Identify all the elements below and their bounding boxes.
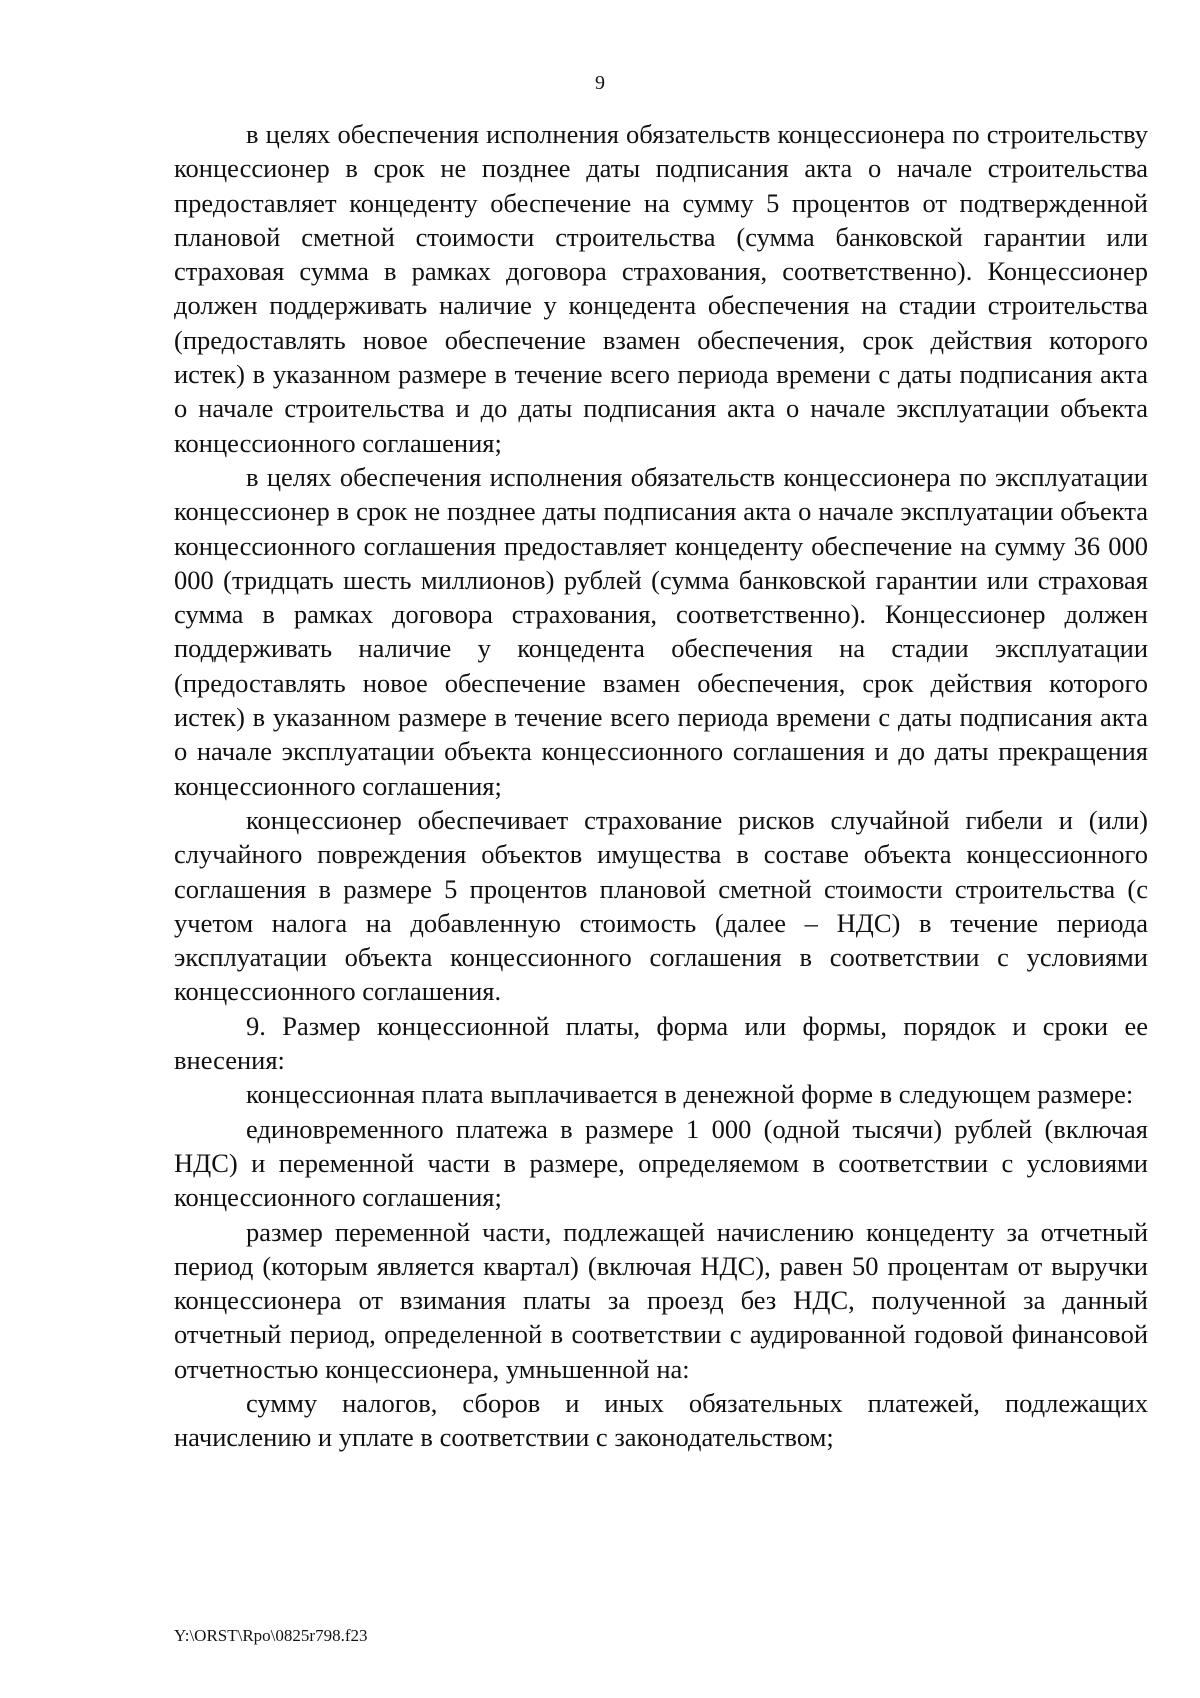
paragraph-taxes: сумму налогов, сборов и иных обязательных платежей, подлежащих начислению и уплате в соответствии с законодательством; [174, 1387, 1148, 1453]
paragraph-section-9-heading: 9. Размер концессионной платы, форма или формы, порядок и сроки ее внесения: [174, 1010, 1148, 1076]
file-path-footer: Y:\ORST\Rpo\0825r798.f23 [174, 1626, 368, 1645]
paragraph-construction-security: в целях обеспечения исполнения обязательств концессионера по строительству концессионер в срок не позднее даты подписания акта о начале строительства предоставляет концеденту обеспечение на сумму 5 процентов от подтвержденной плановой сметной стоимости строительства (сумма банковской гарантии или страховая сумма в рамках договора страхования, соответственно). Концессионер должен поддерживать наличие у концедента обеспечения на стадии строительства (предоставлять новое обеспечение взамен обеспечения, срок действия которого истек) в указанном размере в течение всего периода времени с даты подписания акта о начале строительства и до даты подписания акта о начале эксплуатации объекта концессионного соглашения; [174, 119, 1148, 458]
paragraph-payment-form: концессионная плата выплачивается в денежной форме в следующем размере: [246, 1079, 1134, 1110]
paragraph-variable-part: размер переменной части, подлежащей начислению концеденту за отчетный период (которым является квартал) (включая НДС), равен 50 процентам от выручки концессионера от взимания платы за проезд без НДС, полученной за данный отчетный период, определенной в соответствии с аудированной годовой финансовой отчетностью концессионера, умньшенной на: [174, 1216, 1148, 1384]
page-number: 9 [595, 72, 605, 94]
paragraph-operation-security: в целях обеспечения исполнения обязательств концессионера по эксплуатации концессионер в срок не позднее даты подписания акта о начале эксплуатации объекта концессионного соглашения предоставляет концеденту обеспечение на сумму 36 000 000 (тридцать шесть миллионов) рублей (сумма банковской гарантии или страховая сумма в рамках договора страхования, соответственно). Концессионер должен поддерживать наличие у концедента обеспечения на стадии эксплуатации (предоставлять новое обеспечение взамен обеспечения, срок действия которого истек) в указанном размере в течение всего периода времени с даты подписания акта о начале эксплуатации объекта концессионного соглашения и до даты прекращения концессионного соглашения; [174, 461, 1148, 801]
document-body [174, 117, 1148, 1455]
paragraph-lump-sum: единовременного платежа в размере 1 000 (одной тысячи) рублей (включая НДС) и переменной части в размере, определяемом в соответствии с условиями концессионного соглашения; [174, 1113, 1148, 1213]
paragraph-insurance: концессионер обеспечивает страхование рисков случайной гибели и (или) случайного повреждения объектов имущества в составе объекта концессионного соглашения в размере 5 процентов плановой сметной стоимости строительства (с учетом налога на добавленную стоимость (далее – НДС) в течение периода эксплуатации объекта концессионного соглашения в соответствии с условиями концессионного соглашения. [174, 804, 1148, 1007]
